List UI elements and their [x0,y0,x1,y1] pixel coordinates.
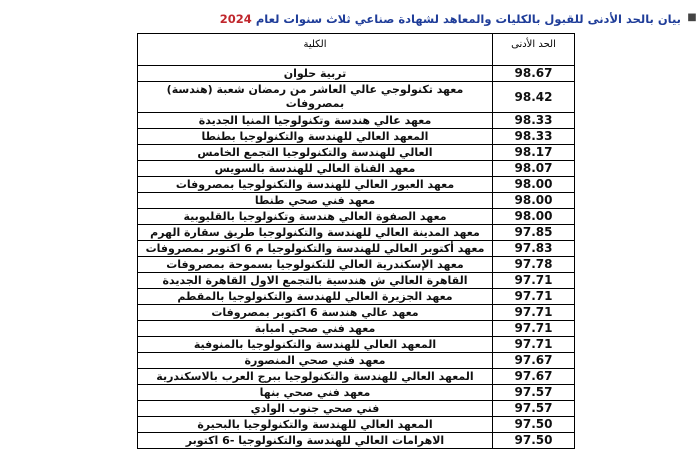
table-row [138,433,575,449]
row-college: معهد فني صحي طنطا [138,193,493,209]
table-row [138,225,575,241]
row-college: القاهرة العالي ش هندسية بالتجمع الاول القاهرة الجديدة [138,273,493,289]
row-college: معهد عالي هندسة وتكنولوجيا المنيا الجديدة [138,113,493,129]
row-college: معهد العبور العالي للهندسة والتكنولوجيا بمصروفات [138,177,493,193]
row-score: 98.07 [493,161,575,177]
table-row [138,369,575,385]
row-score: 98.42 [493,82,575,113]
row-score: 97.50 [493,417,575,433]
row-score: 97.71 [493,305,575,321]
row-score: 98.33 [493,129,575,145]
table-row [138,289,575,305]
row-score: 97.71 [493,273,575,289]
row-college: العالي للهندسة والتكنولوجيا التجمع الخامس [138,145,493,161]
row-score: 98.00 [493,177,575,193]
row-score: 97.57 [493,385,575,401]
row-college: معهد الصفوة العالي هندسة وتكنولوجيا بالقليوبية [138,209,493,225]
row-college: معهد فني صحي بنها [138,385,493,401]
header-college: الكلية [138,34,493,66]
table-row [138,353,575,369]
row-college: المعهد العالي للهندسة والتكنولوجيا بطنطا [138,129,493,145]
row-college: معهد الإسكندرية العالي للتكنولوجيا بسموحة بمصروفات [138,257,493,273]
row-college: الاهرامات العالي للهندسة والتكنولوجيا -6 اكتوبر [138,433,493,449]
table-row [138,417,575,433]
row-college: معهد تكنولوجي عالي العاشر من رمضان شعبة (هندسة) بمصروفات [138,82,493,113]
row-score: 98.00 [493,209,575,225]
table-row [138,241,575,257]
page-title [220,12,681,26]
row-college: معهد الجزيرة العالي للهندسة والتكنولوجيا بالمقطم [138,289,493,305]
title-text: بيان بالحد الأدنى للقبول بالكليات والمعاهد لشهادة صناعي ثلاث سنوات لعام [255,12,681,26]
row-score: 97.71 [493,321,575,337]
row-score: 97.83 [493,241,575,257]
row-score: 97.57 [493,401,575,417]
table-row [138,113,575,129]
table-row [138,305,575,321]
table-row [138,209,575,225]
header-min-score: الحد الأدنى [493,34,575,66]
row-college: فني صحي جنوب الوادي [138,401,493,417]
row-score: 98.33 [493,113,575,129]
table-row [138,193,575,209]
row-college: المعهد العالي للهندسة والتكنولوجيا بالمنوفية [138,337,493,353]
row-college: المعهد العالي للهندسة والتكنولوجيا بالبحيرة [138,417,493,433]
row-score: 98.00 [493,193,575,209]
table-header-row [138,34,575,66]
row-score: 97.78 [493,257,575,273]
row-college: تربية حلوان [138,66,493,82]
row-score: 97.85 [493,225,575,241]
table-row [138,273,575,289]
bullet-icon: ■ [687,12,697,23]
table-row [138,177,575,193]
table-row [138,337,575,353]
row-score: 98.67 [493,66,575,82]
row-score: 97.71 [493,337,575,353]
row-score: 97.71 [493,289,575,305]
title-year: 2024 [219,12,252,26]
table-row [138,66,575,82]
row-college: معهد فني صحي امبابة [138,321,493,337]
row-college: معهد المدينة العالي للهندسة والتكنولوجيا طريق سقارة الهرم [138,225,493,241]
table-row [138,82,575,113]
admission-table [137,33,575,449]
table-row [138,129,575,145]
row-college: معهد أكتوبر العالي للهندسة والتكنولوجيا م 6 اكتوبر بمصروفات [138,241,493,257]
row-score: 98.17 [493,145,575,161]
row-college: معهد فني صحي المنصورة [138,353,493,369]
row-college: معهد عالي هندسة 6 اكتوبر بمصروفات [138,305,493,321]
table-row [138,385,575,401]
table-row [138,145,575,161]
row-college: معهد القناة العالي للهندسة بالسويس [138,161,493,177]
table-row [138,401,575,417]
admission-table-container [137,33,574,449]
row-college: المعهد العالي للهندسة والتكنولوجيا ببرج العرب بالاسكندرية [138,369,493,385]
table-row [138,321,575,337]
table-row [138,161,575,177]
row-score: 97.67 [493,353,575,369]
table-row [138,257,575,273]
row-score: 97.67 [493,369,575,385]
row-score: 97.50 [493,433,575,449]
